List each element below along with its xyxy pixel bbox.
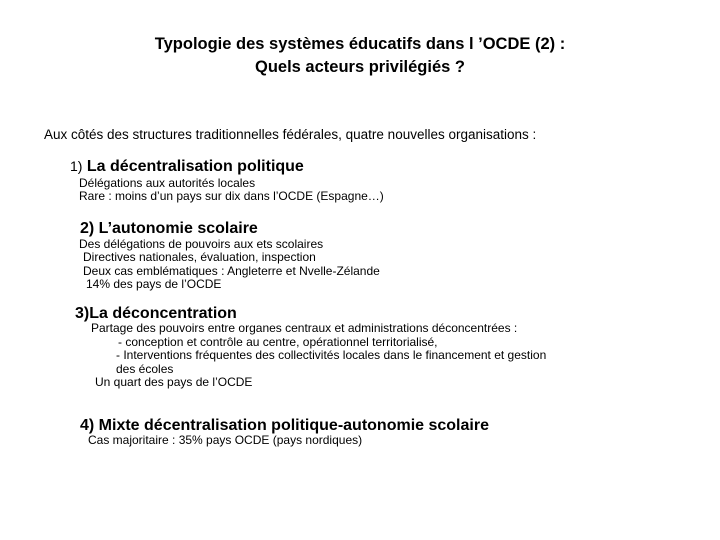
section-3-line: - conception et contrôle au centre, opérationnel territorialisé,: [118, 335, 438, 349]
section-1-line: Délégations aux autorités locales: [79, 176, 256, 190]
section-3-line: des écoles: [116, 362, 174, 376]
section-2-line: Deux cas emblématiques : Angleterre et Nvelle-Zélande: [83, 264, 380, 278]
intro-text: Aux côtés des structures traditionnelles fédérales, quatre nouvelles organisations :: [44, 127, 537, 142]
section-2-line: Des délégations de pouvoirs aux ets scolaires: [79, 237, 324, 251]
section-3-line: Un quart des pays de l’OCDE: [95, 375, 253, 389]
section-1-heading: [70, 158, 304, 176]
page-title: Typologie des systèmes éducatifs dans l ’OCDE (2) :: [154, 35, 566, 53]
section-4-heading: 4) Mixte décentralisation politique-autonomie scolaire: [80, 417, 489, 434]
section-2-heading: 2) L’autonomie scolaire: [80, 220, 258, 237]
section-2-line: 14% des pays de l’OCDE: [86, 277, 222, 291]
section-1-line: Rare : moins d’un pays sur dix dans l’OCDE (Espagne…): [79, 189, 384, 203]
section-1-title: La décentralisation politique: [86, 158, 304, 175]
page-subtitle: Quels acteurs privilégiés ?: [254, 58, 465, 76]
section-3-heading: 3)La déconcentration: [75, 305, 237, 322]
section-2-line: Directives nationales, évaluation, inspection: [83, 250, 316, 264]
section-1-number: 1): [70, 158, 83, 174]
section-4-line: Cas majoritaire : 35% pays OCDE (pays nordiques): [88, 433, 363, 447]
section-3-line: Partage des pouvoirs entre organes centraux et administrations déconcentrées :: [91, 321, 518, 335]
section-3-line: - Interventions fréquentes des collectivités locales dans le financement et gestion: [116, 348, 547, 362]
